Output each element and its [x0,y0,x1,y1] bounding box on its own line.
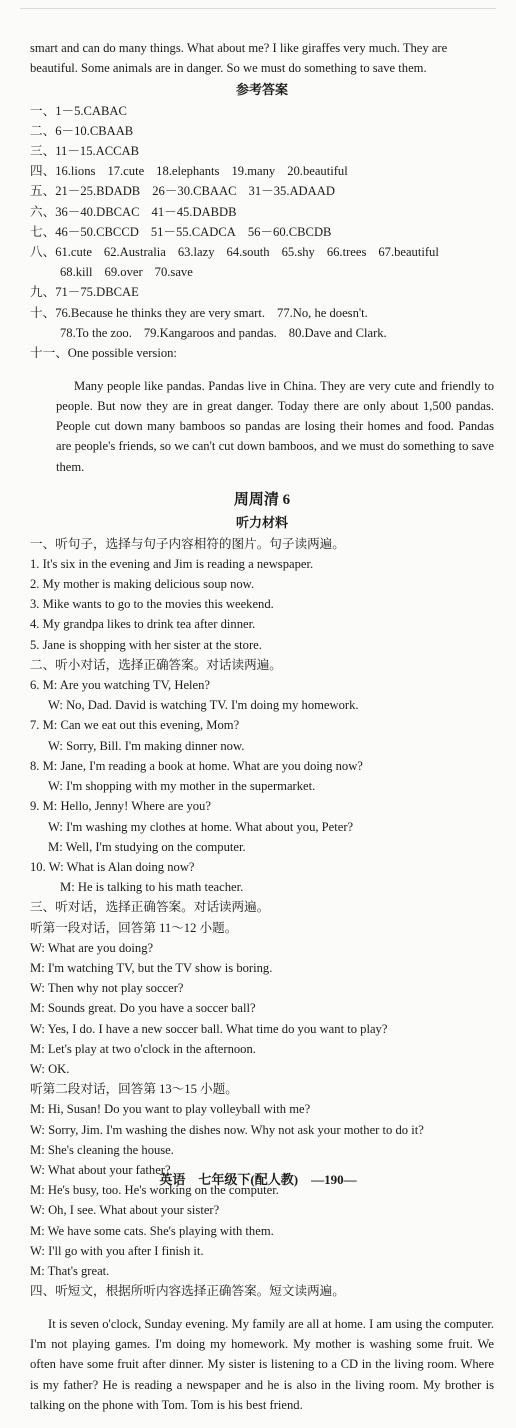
script-line: M: She's cleaning the house. [30,1142,174,1157]
section-subtitle: 听力材料 [235,515,288,531]
script-line: W: Sorry, Jim. I'm washing the dishes now. Why not ask your mother to do it? [30,1122,424,1137]
script-line: W: I'll go with you after I finish it. [30,1243,204,1258]
script-line: 一、听句子，选择与句子内容相符的图片。句子读两遍。 [30,536,345,551]
answer-item: 78.To the zoo. [60,325,132,340]
answer-row [30,101,494,121]
document-page [30,38,494,1428]
answer-item: 26－30.CBAAC [152,184,237,199]
script-line: M: We have some cats. She's playing with them. [30,1223,274,1238]
script-line: M: I'm watching TV, but the TV show is boring. [30,960,273,975]
answer-item: 65.shy [281,245,315,260]
model-essay: Many people like pandas. Pandas live in China. They are very cute and friendly to people. But now they are in great danger. Today there are only about 1,500 pandas. People cut down many bamboos so pandas are losing their homes and food. Pandas are people's friends, so we can't cut down bamboos, and we must do something to save them. [56,378,494,474]
answer-item: 69.over [104,265,143,280]
script-line: W: OK. [30,1061,70,1076]
footer-grade: 七年级下(配人教) [198,1172,299,1187]
answer-item: 79.Kangaroos and pandas. [143,325,277,340]
answer-item: 62.Australia [103,245,166,260]
answer-item: 41－45.DABDB [151,204,237,219]
answer-item: 四、16.lions [30,164,96,179]
script-line: W: Then why not play soccer? [30,981,184,996]
script-line: W: I'm washing my clothes at home. What about you, Peter? [48,819,354,834]
answer-item: 63.lazy [177,245,215,260]
script-line: 2. My mother is making delicious soup now. [30,577,255,592]
top-rule [20,8,496,9]
listening-passage: It is seven o'clock, Sunday evening. My family are all at home. I am using the computer. I'm not playing games. I'm doing my homework. My mother is washing some fruit. We often have some fruit after dinner. My sister is listening to a CD in the living room. Where is my father? He is reading a newspaper and he is also in the living room. My brother is talking on the phone with Tom. Tom is his best friend. [30,1316,494,1412]
answer-row [30,161,494,181]
answer-item: 八、61.cute [30,245,92,260]
script-line: M: He is talking to his math teacher. [60,880,244,895]
answer-item: 68.kill [60,265,93,280]
answer-item: 九、71－75.DBCAE [30,285,139,300]
answer-row [30,242,494,262]
answer-item: 七、46－50.CBCCD [30,224,139,239]
script-line: M: Sounds great. Do you have a soccer ball? [30,1001,256,1016]
answer-item: 67.beautiful [378,245,439,260]
answer-key [30,101,494,364]
script-line: M: Let's play at two o'clock in the afternoon. [30,1041,256,1056]
script-line: W: Oh, I see. What about your sister? [30,1203,220,1218]
intro-line: smart and can do many things. What about me? I like giraffes very much. They are [30,41,448,55]
footer-subject: 英语 [159,1172,186,1187]
script-line: W: What about your father? [30,1162,171,1177]
answer-item: 三、11－15.ACCAB [30,144,140,159]
answer-item: 二、6－10.CBAAB [30,123,134,138]
script-line: W: What are you doing? [30,940,154,955]
footer-page-number: —190— [311,1172,357,1187]
answer-row [30,141,494,161]
answer-item: 十一、One possible version: [30,346,177,361]
script-line: M: Well, I'm studying on the computer. [48,839,246,854]
script-line: 5. Jane is shopping with her sister at the store. [30,637,262,652]
answer-item: 五、21－25.BDADB [30,184,141,199]
answers-heading: 参考答案 [235,82,288,98]
script-line: W: I'm shopping with my mother in the supermarket. [48,779,316,794]
answer-row [30,262,494,282]
script-line: 3. Mike wants to go to the movies this weekend. [30,597,274,612]
answer-item: 31－35.ADAAD [248,184,335,199]
answer-item: 70.save [154,265,193,280]
script-line: M: Hi, Susan! Do you want to play volleyball with me? [30,1102,311,1117]
answer-item: 十、76.Because he thinks they are very smart. [30,305,266,320]
script-line: 听第一段对话，回答第 11～12 小题。 [30,920,238,935]
script-line: 听第二段对话，回答第 13～15 小题。 [30,1082,238,1097]
answer-row [30,121,494,141]
answer-row [30,323,494,343]
answer-item: 20.beautiful [287,164,348,179]
answer-item: 64.south [226,245,270,260]
section-title: 周周清 6 [233,492,291,509]
answer-row [30,282,494,302]
script-line: 三、听对话，选择正确答案。对话读两遍。 [30,900,270,915]
answer-item: 18.elephants [156,164,220,179]
script-line: W: Yes, I do. I have a new soccer ball. What time do you want to play? [30,1021,388,1036]
answer-row [30,181,494,201]
answer-row [30,303,494,323]
intro-line: beautiful. Some animals are in danger. So we must do something to save them. [30,61,427,76]
answer-item: 19.many [231,164,276,179]
script-line: 二、听小对话，选择正确答案。对话读两遍。 [30,657,282,672]
script-line: M: He's busy, too. He's working on the computer. [30,1183,279,1198]
script-line: 8. M: Jane, I'm reading a book at home. What are you doing now? [30,758,363,773]
answer-row [30,202,494,222]
script-line: M: That's great. [30,1263,110,1278]
answer-item: 66.trees [326,245,367,260]
answer-item: 17.cute [107,164,145,179]
answer-item: 51－55.CADCA [150,224,236,239]
script-line: 9. M: Hello, Jenny! Where are you? [30,799,211,814]
answer-item: 一、1－5.CABAC [30,103,127,118]
script-line: W: No, Dad. David is watching TV. I'm doing my homework. [48,698,359,713]
script-line: 10. W: What is Alan doing now? [30,859,195,874]
page-footer [0,1170,516,1190]
script-line: 4. My grandpa likes to drink tea after dinner. [30,617,256,632]
script-line: 6. M: Are you watching TV, Helen? [30,678,211,693]
answer-item: 56－60.CBCDB [247,224,332,239]
script-line: 1. It's six in the evening and Jim is reading a newspaper. [30,556,314,571]
answer-item: 80.Dave and Clark. [288,325,387,340]
answer-item: 77.No, he doesn't. [277,305,368,320]
answer-item: 六、36－40.DBCAC [30,204,140,219]
answer-row [30,343,494,363]
answer-row [30,222,494,242]
script-line: 四、听短文，根据所听内容选择正确答案。短文读两遍。 [30,1284,345,1299]
script-line: W: Sorry, Bill. I'm making dinner now. [48,738,245,753]
script-line: 7. M: Can we eat out this evening, Mom? [30,718,240,733]
